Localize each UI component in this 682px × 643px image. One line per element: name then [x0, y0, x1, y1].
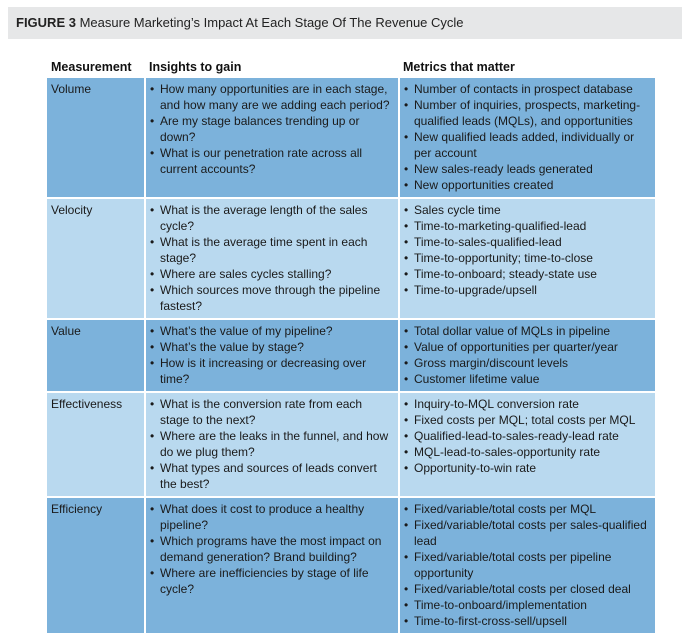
table-row: [47, 78, 655, 198]
insight-item: • How is it increasing or decreasing over time?: [150, 355, 394, 387]
metric-item: • Value of opportunities per quarter/year: [404, 339, 651, 355]
insight-item: • What’s the value of my pipeline?: [150, 323, 394, 339]
table-header-row: [47, 56, 655, 78]
metric-item: • Qualified-lead-to-sales-ready-lead rate: [404, 428, 651, 444]
metric-item: • Time-to-sales-qualified-lead: [404, 234, 651, 250]
metric-item: • Time-to-first-cross-sell/upsell: [404, 613, 651, 629]
metric-item: • Fixed/variable/total costs per pipeline opportunity: [404, 549, 651, 581]
metric-item: • Time-to-onboard/implementation: [404, 597, 651, 613]
insight-item: • What is the average length of the sales cycle?: [150, 202, 394, 234]
insight-item: • Are my stage balances trending up or down?: [150, 113, 394, 145]
metrics-cell: [399, 392, 655, 497]
figure-label: FIGURE 3: [16, 15, 76, 30]
metric-item: • Opportunity-to-win rate: [404, 460, 651, 476]
metric-item: • Number of inquiries, prospects, marketing-qualified leads (MQLs), and opportunities: [404, 97, 651, 129]
metric-item: • Inquiry-to-MQL conversion rate: [404, 396, 651, 412]
metric-item: • Time-to-marketing-qualified-lead: [404, 218, 651, 234]
metric-item: • Sales cycle time: [404, 202, 651, 218]
table-row: [47, 319, 655, 392]
insight-item: • Where are inefficiencies by stage of life cycle?: [150, 565, 394, 597]
figure-header: [8, 7, 682, 39]
insights-cell: [145, 319, 399, 392]
insight-item: • What does it cost to produce a healthy pipeline?: [150, 501, 394, 533]
insight-item: • Where are sales cycles stalling?: [150, 266, 394, 282]
header-measurement: Measurement: [51, 60, 132, 74]
insight-item: • What’s the value by stage?: [150, 339, 394, 355]
metric-item: • Time-to-onboard; steady-state use: [404, 266, 651, 282]
table-row: [47, 198, 655, 319]
metrics-cell: [399, 497, 655, 634]
metric-item: • Number of contacts in prospect database: [404, 81, 651, 97]
metric-item: • Fixed/variable/total costs per MQL: [404, 501, 651, 517]
insights-cell: [145, 392, 399, 497]
insights-cell: [145, 497, 399, 634]
metrics-cell: [399, 319, 655, 392]
metrics-cell: [399, 198, 655, 319]
metric-item: • Fixed costs per MQL; total costs per MQL: [404, 412, 651, 428]
measurement-cell: Volume: [47, 78, 145, 198]
measurement-cell: Efficiency: [47, 497, 145, 634]
insight-item: • How many opportunities are in each stage, and how many are we adding each period?: [150, 81, 394, 113]
metric-item: • Fixed/variable/total costs per closed deal: [404, 581, 651, 597]
metric-item: • Time-to-opportunity; time-to-close: [404, 250, 651, 266]
metrics-table: [47, 56, 655, 635]
header-metrics: Metrics that matter: [403, 60, 515, 74]
metric-item: • MQL-lead-to-sales-opportunity rate: [404, 444, 651, 460]
metric-item: • Total dollar value of MQLs in pipeline: [404, 323, 651, 339]
table-row: [47, 497, 655, 634]
figure-title: Measure Marketing’s Impact At Each Stage Of The Revenue Cycle: [79, 15, 464, 30]
measurement-cell: Effectiveness: [47, 392, 145, 497]
metric-item: • Time-to-upgrade/upsell: [404, 282, 651, 298]
insight-item: • What is the conversion rate from each stage to the next?: [150, 396, 394, 428]
insight-item: • What types and sources of leads convert the best?: [150, 460, 394, 492]
measurement-cell: Value: [47, 319, 145, 392]
insight-item: • Which programs have the most impact on demand generation? Brand building?: [150, 533, 394, 565]
insight-item: • Where are the leaks in the funnel, and how do we plug them?: [150, 428, 394, 460]
metric-item: • New opportunities created: [404, 177, 651, 193]
metric-item: • Gross margin/discount levels: [404, 355, 651, 371]
metric-item: • Customer lifetime value: [404, 371, 651, 387]
metric-item: • New sales-ready leads generated: [404, 161, 651, 177]
table-row: [47, 392, 655, 497]
measurement-cell: Velocity: [47, 198, 145, 319]
metric-item: • New qualified leads added, individually or per account: [404, 129, 651, 161]
insights-cell: [145, 78, 399, 198]
header-insights: Insights to gain: [149, 60, 242, 74]
insight-item: • What is the average time spent in each stage?: [150, 234, 394, 266]
insight-item: • What is our penetration rate across all current accounts?: [150, 145, 394, 177]
metrics-cell: [399, 78, 655, 198]
insight-item: • Which sources move through the pipeline fastest?: [150, 282, 394, 314]
insights-cell: [145, 198, 399, 319]
metric-item: • Fixed/variable/total costs per sales-qualified lead: [404, 517, 651, 549]
